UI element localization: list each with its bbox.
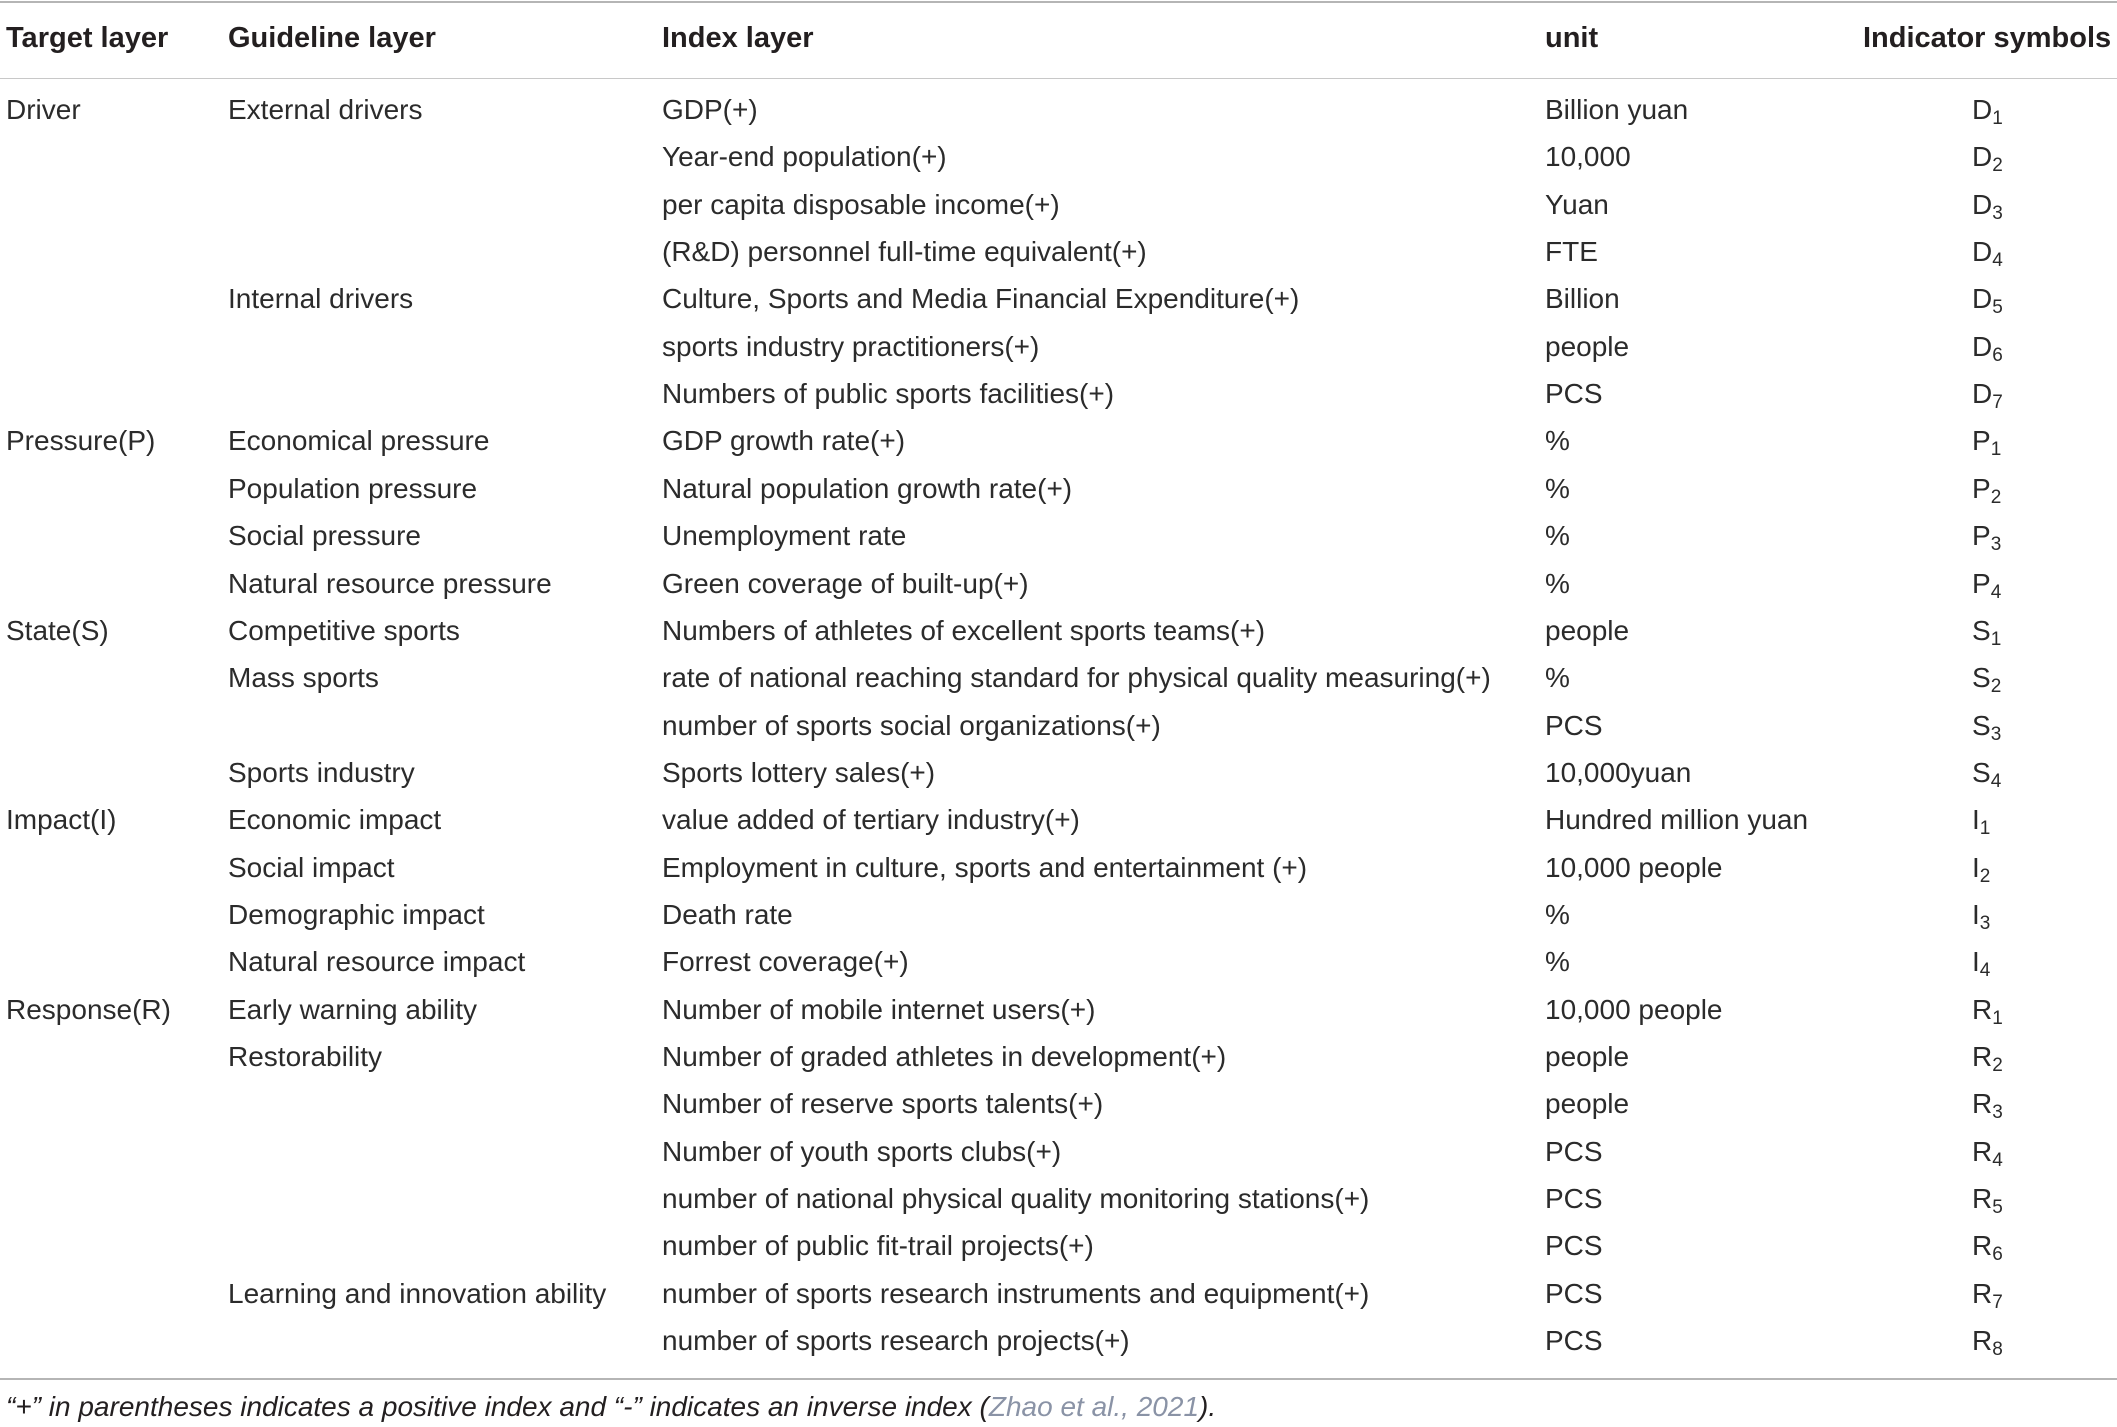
indicator-subscript: 5 bbox=[1992, 297, 2003, 319]
cell-guideline-layer: Mass sports bbox=[228, 662, 379, 694]
indicator-letter: D bbox=[1972, 141, 1993, 173]
cell-unit: % bbox=[1545, 520, 1570, 552]
indicator-subscript: 6 bbox=[1992, 344, 2003, 366]
cell-guideline-layer: Sports industry bbox=[228, 756, 415, 788]
cell-indicator-symbol bbox=[1972, 757, 2042, 793]
indicator-letter: S bbox=[1972, 756, 1991, 788]
cell-index-layer: per capita disposable income(+) bbox=[662, 188, 1060, 220]
cell-indicator-symbol bbox=[1972, 283, 2042, 319]
cell-index-layer: (R&D) personnel full-time equivalent(+) bbox=[662, 236, 1147, 268]
cell-target-layer: State(S) bbox=[6, 614, 109, 646]
cell-index-layer: Year-end population(+) bbox=[662, 141, 947, 173]
cell-guideline-layer: Internal drivers bbox=[228, 283, 414, 315]
cell-index-layer: number of public fit-trail projects(+) bbox=[662, 1230, 1094, 1262]
indicator-letter: D bbox=[1972, 283, 1993, 315]
cell-unit: Billion bbox=[1545, 283, 1620, 315]
indicator-subscript: 7 bbox=[1992, 1291, 2003, 1313]
header-guideline-layer: Guideline layer bbox=[228, 22, 436, 54]
cell-index-layer: GDP growth rate(+) bbox=[662, 425, 906, 457]
cell-indicator-symbol bbox=[1972, 994, 2042, 1030]
table-row bbox=[0, 277, 2117, 324]
table-top-rule bbox=[0, 1, 2117, 3]
table-row bbox=[0, 372, 2117, 419]
cell-unit: PCS bbox=[1545, 378, 1603, 410]
cell-indicator-symbol bbox=[1972, 189, 2042, 225]
cell-index-layer: Sports lottery sales(+) bbox=[662, 756, 936, 788]
cell-index-layer: Unemployment rate bbox=[662, 520, 907, 552]
cell-indicator-symbol bbox=[1972, 710, 2042, 746]
cell-indicator-symbol bbox=[1972, 946, 2042, 982]
indicator-subscript: 8 bbox=[1992, 1339, 2003, 1361]
cell-unit: people bbox=[1545, 330, 1630, 362]
indicator-subscript: 3 bbox=[1990, 723, 2002, 745]
indicator-letter: P bbox=[1972, 425, 1991, 457]
footnote-text: “+” in parentheses indicates a positive index and “-” indicates an inverse index ( bbox=[6, 1391, 989, 1422]
indicator-letter: R bbox=[1972, 1325, 1993, 1357]
cell-unit: people bbox=[1545, 1088, 1630, 1120]
cell-indicator-symbol bbox=[1972, 378, 2042, 414]
cell-indicator-symbol bbox=[1972, 473, 2042, 509]
cell-guideline-layer: Natural resource impact bbox=[228, 946, 526, 978]
indicator-letter: I bbox=[1972, 898, 1980, 930]
indicator-subscript: 3 bbox=[1979, 912, 1991, 934]
cell-unit: 10,000 bbox=[1545, 141, 1631, 173]
indicator-subscript: 5 bbox=[1992, 1197, 2003, 1219]
header-unit: unit bbox=[1545, 22, 1599, 54]
indicator-subscript: 4 bbox=[1990, 770, 2002, 792]
cell-unit: PCS bbox=[1545, 1325, 1603, 1357]
indicator-letter: P bbox=[1972, 472, 1991, 504]
table-row bbox=[0, 609, 2117, 656]
indicator-letter: S bbox=[1972, 662, 1991, 694]
indicator-letter: R bbox=[1972, 1230, 1993, 1262]
indicator-subscript: 2 bbox=[1992, 155, 2003, 177]
cell-indicator-symbol bbox=[1972, 1230, 2042, 1266]
cell-index-layer: number of sports research instruments and equipment(+) bbox=[662, 1277, 1370, 1309]
table-row bbox=[0, 798, 2117, 845]
cell-index-layer: value added of tertiary industry(+) bbox=[662, 804, 1080, 836]
indicator-subscript: 2 bbox=[1992, 1055, 2003, 1076]
cell-indicator-symbol bbox=[1972, 1183, 2042, 1219]
table-row bbox=[0, 562, 2117, 609]
cell-index-layer: GDP(+) bbox=[662, 94, 758, 125]
cell-indicator-symbol bbox=[1972, 94, 2042, 130]
cell-index-layer: number of sports research projects(+) bbox=[662, 1325, 1130, 1357]
indicator-letter: R bbox=[1972, 1088, 1993, 1120]
table-row bbox=[0, 1082, 2117, 1129]
cell-indicator-symbol bbox=[1972, 1136, 2042, 1172]
table-row bbox=[0, 467, 2117, 514]
header-indicator-symbols: Indicator symbols bbox=[1863, 22, 2112, 54]
cell-unit: 10,000yuan bbox=[1545, 756, 1692, 788]
cell-guideline-layer: Competitive sports bbox=[228, 614, 460, 646]
indicator-subscript: 1 bbox=[1979, 818, 1991, 840]
cell-guideline-layer: Social pressure bbox=[228, 520, 421, 552]
cell-indicator-symbol bbox=[1972, 662, 2042, 698]
cell-index-layer: Employment in culture, sports and entertainment (+) bbox=[662, 851, 1308, 883]
cell-unit: PCS bbox=[1545, 1230, 1603, 1262]
cell-index-layer: sports industry practitioners(+) bbox=[662, 330, 1040, 362]
cell-guideline-layer: Population pressure bbox=[228, 472, 478, 504]
cell-indicator-symbol bbox=[1972, 236, 2042, 272]
cell-unit: PCS bbox=[1545, 709, 1603, 741]
indicator-letter: R bbox=[1972, 993, 1993, 1025]
cell-unit: % bbox=[1545, 662, 1570, 694]
cell-target-layer: Response(R) bbox=[6, 993, 171, 1025]
cell-target-layer: Pressure(P) bbox=[6, 425, 156, 457]
cell-unit: 10,000 people bbox=[1545, 993, 1723, 1025]
indicator-subscript: 3 bbox=[1992, 202, 2003, 224]
cell-indicator-symbol bbox=[1972, 615, 2042, 651]
indicator-letter: P bbox=[1972, 567, 1991, 599]
cell-unit: PCS bbox=[1545, 1135, 1603, 1167]
header-target-layer: Target layer bbox=[6, 22, 169, 54]
indicator-subscript: 3 bbox=[1992, 1102, 2003, 1124]
header-index-layer: Index layer bbox=[662, 22, 814, 54]
indicator-letter: I bbox=[1972, 851, 1980, 883]
cell-indicator-symbol bbox=[1972, 520, 2042, 556]
indicator-letter: R bbox=[1972, 1277, 1993, 1309]
cell-index-layer: number of sports social organizations(+) bbox=[662, 709, 1161, 741]
cell-target-layer: Driver bbox=[6, 94, 81, 125]
indicator-subscript: 4 bbox=[1992, 250, 2003, 272]
indicator-subscript: 1 bbox=[1990, 628, 2002, 650]
cell-index-layer: Culture, Sports and Media Financial Expenditure(+) bbox=[662, 283, 1300, 315]
cell-unit: % bbox=[1545, 425, 1570, 457]
indicator-letter: R bbox=[1972, 1041, 1993, 1072]
indicator-letter: S bbox=[1972, 614, 1991, 646]
cell-indicator-symbol bbox=[1972, 1041, 2042, 1077]
cell-unit: PCS bbox=[1545, 1277, 1603, 1309]
cell-unit: % bbox=[1545, 472, 1570, 504]
cell-guideline-layer: Economic impact bbox=[228, 804, 442, 836]
cell-index-layer: Natural population growth rate(+) bbox=[662, 472, 1073, 504]
cell-indicator-symbol bbox=[1972, 1278, 2042, 1314]
cell-guideline-layer: Natural resource pressure bbox=[228, 567, 552, 599]
indicator-subscript: 1 bbox=[1992, 1007, 2003, 1029]
table-bottom-rule bbox=[0, 1378, 2117, 1380]
indicator-letter: I bbox=[1972, 946, 1980, 978]
cell-guideline-layer: External drivers bbox=[228, 94, 423, 125]
cell-unit: 10,000 people bbox=[1545, 851, 1723, 883]
cell-index-layer: Number of mobile internet users(+) bbox=[662, 993, 1096, 1025]
table-row bbox=[0, 514, 2117, 561]
indicator-subscript: 2 bbox=[1979, 865, 1991, 887]
cell-index-layer: number of national physical quality monitoring stations(+) bbox=[662, 1183, 1370, 1215]
table-row bbox=[0, 846, 2117, 893]
cell-guideline-layer: Restorability bbox=[228, 1041, 383, 1072]
indicator-letter: R bbox=[1972, 1183, 1993, 1215]
cell-guideline-layer: Economical pressure bbox=[228, 425, 490, 457]
table-row bbox=[0, 656, 2117, 703]
indicator-letter: R bbox=[1972, 1135, 1993, 1167]
table-row bbox=[0, 751, 2117, 798]
cell-indicator-symbol bbox=[1972, 804, 2042, 840]
indicator-subscript: 3 bbox=[1990, 534, 2002, 556]
indicator-letter: S bbox=[1972, 709, 1991, 741]
cell-guideline-layer: Demographic impact bbox=[228, 898, 485, 930]
indicator-subscript: 1 bbox=[1990, 439, 2002, 461]
cell-index-layer: Numbers of public sports facilities(+) bbox=[662, 378, 1115, 410]
cell-unit: Yuan bbox=[1545, 188, 1609, 220]
cell-index-layer: rate of national reaching standard for physical quality measuring(+) bbox=[662, 662, 1491, 694]
cell-indicator-symbol bbox=[1972, 568, 2042, 604]
cell-indicator-symbol bbox=[1972, 1088, 2042, 1124]
indicator-subscript: 4 bbox=[1990, 581, 2002, 603]
table-row bbox=[0, 1319, 2117, 1366]
table-row bbox=[0, 940, 2117, 987]
table-row bbox=[0, 88, 2117, 135]
cell-index-layer: Forrest coverage(+) bbox=[662, 946, 909, 978]
footnote-end: ). bbox=[1199, 1391, 1217, 1422]
table-row bbox=[0, 893, 2117, 940]
indicator-letter: D bbox=[1972, 378, 1993, 410]
footnote-citation-link[interactable]: Zhao et al., 2021 bbox=[988, 1391, 1200, 1422]
cell-unit: people bbox=[1545, 1041, 1630, 1072]
cell-index-layer: Number of reserve sports talents(+) bbox=[662, 1088, 1104, 1120]
header-rule bbox=[0, 78, 2117, 79]
table-row bbox=[0, 1035, 2117, 1082]
table-row bbox=[0, 1224, 2117, 1271]
cell-unit: FTE bbox=[1545, 236, 1598, 268]
cell-indicator-symbol bbox=[1972, 141, 2042, 177]
cell-indicator-symbol bbox=[1972, 331, 2042, 367]
cell-index-layer: Numbers of athletes of excellent sports teams(+) bbox=[662, 614, 1266, 646]
table-row bbox=[0, 988, 2117, 1035]
table-row bbox=[0, 1130, 2117, 1177]
table-row bbox=[0, 135, 2117, 182]
indicator-subscript: 6 bbox=[1992, 1244, 2003, 1266]
table-row bbox=[0, 1177, 2117, 1224]
indicator-letter: P bbox=[1972, 520, 1991, 552]
cell-guideline-layer: Learning and innovation ability bbox=[228, 1277, 607, 1309]
indicator-letter: D bbox=[1972, 188, 1993, 220]
indicator-subscript: 4 bbox=[1992, 1149, 2003, 1171]
table-row bbox=[0, 419, 2117, 466]
cell-indicator-symbol bbox=[1972, 1325, 2042, 1361]
indicator-letter: D bbox=[1972, 330, 1993, 362]
indicator-subscript: 1 bbox=[1992, 108, 2003, 129]
cell-index-layer: Number of graded athletes in development(+) bbox=[662, 1041, 1227, 1072]
table-row bbox=[0, 704, 2117, 751]
indicator-subscript: 2 bbox=[1990, 486, 2002, 508]
cell-indicator-symbol bbox=[1972, 852, 2042, 888]
table-row bbox=[0, 1272, 2117, 1319]
indicator-letter: I bbox=[1972, 804, 1980, 836]
cell-unit: % bbox=[1545, 898, 1570, 930]
cell-unit: Billion yuan bbox=[1545, 94, 1689, 125]
cell-guideline-layer: Early warning ability bbox=[228, 993, 477, 1025]
cell-unit: Hundred million yuan bbox=[1545, 804, 1809, 836]
cell-unit: PCS bbox=[1545, 1183, 1603, 1215]
table-row bbox=[0, 230, 2117, 277]
cell-guideline-layer: Social impact bbox=[228, 851, 395, 883]
indicator-subscript: 2 bbox=[1990, 676, 2002, 698]
table-footnote bbox=[6, 1391, 1216, 1423]
indicator-letter: D bbox=[1972, 94, 1993, 125]
cell-index-layer: Green coverage of built-up(+) bbox=[662, 567, 1029, 599]
cell-indicator-symbol bbox=[1972, 425, 2042, 461]
cell-unit: people bbox=[1545, 614, 1630, 646]
cell-target-layer: Impact(I) bbox=[6, 804, 117, 836]
cell-index-layer: Death rate bbox=[662, 898, 793, 930]
cell-indicator-symbol bbox=[1972, 899, 2042, 935]
cell-index-layer: Number of youth sports clubs(+) bbox=[662, 1135, 1062, 1167]
cell-unit: % bbox=[1545, 567, 1570, 599]
indicator-letter: D bbox=[1972, 236, 1993, 268]
indicator-subscript: 7 bbox=[1992, 392, 2003, 414]
table-row bbox=[0, 325, 2117, 372]
table-row bbox=[0, 183, 2117, 230]
cell-unit: % bbox=[1545, 946, 1570, 978]
indicator-subscript: 4 bbox=[1979, 960, 1991, 982]
